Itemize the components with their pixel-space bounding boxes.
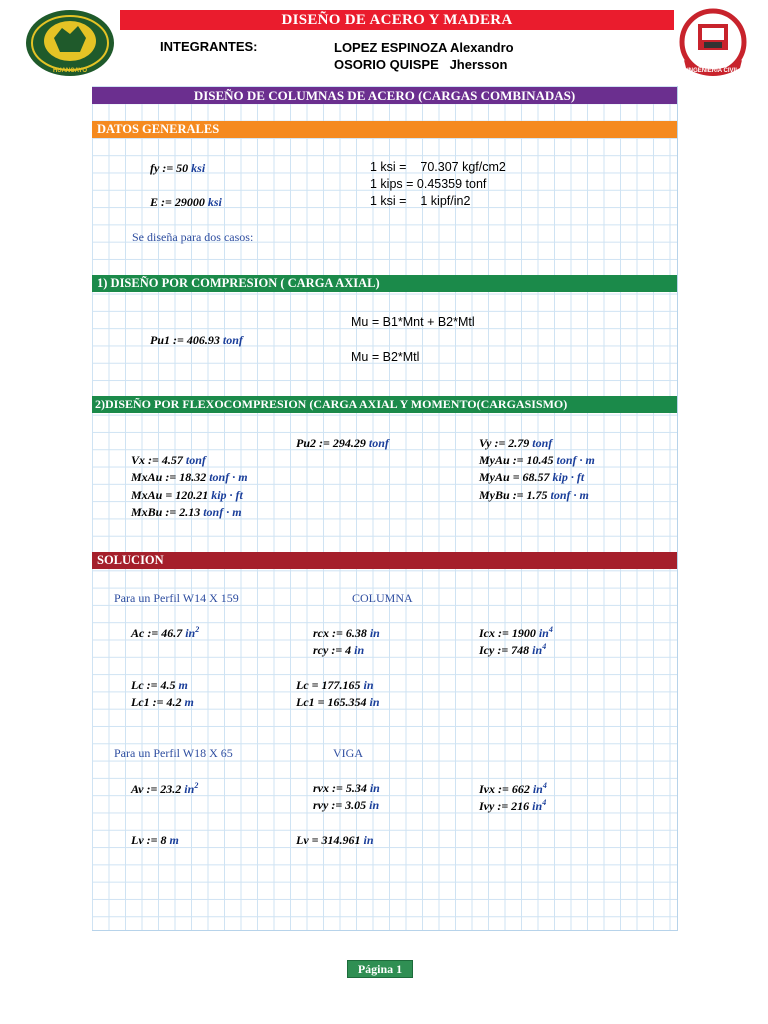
- vx-value: Vx := 4.57 tonf: [131, 453, 206, 467]
- moment-equation-2: Mu = B2*Mtl: [351, 350, 420, 364]
- mxau-kip-value: MxAu = 120.21 kip · ft: [131, 488, 243, 502]
- perfil-columna-type: COLUMNA: [352, 591, 413, 605]
- conversion-3: 1 ksi = 1 kipf/in2: [370, 194, 471, 208]
- ac-value: Ac := 46.7 $in^2$: [131, 625, 200, 640]
- lc-in-value: Lc = 177.165 in: [296, 678, 374, 692]
- conversion-2: 1 kips = 0.45359 tonf: [370, 177, 487, 191]
- document-title: DISEÑO DE ACERO Y MADERA: [120, 10, 674, 30]
- university-logo: [24, 8, 116, 78]
- myau-kip-value: MyAu = 68.57 kip · ft: [479, 470, 585, 484]
- moment-equation-1: Mu = B1*Mnt + B2*Mtl: [351, 315, 475, 329]
- page-number-badge: Página 1: [347, 960, 413, 978]
- lv-m-value: Lv := 8 m: [131, 833, 179, 847]
- mxbu-value: MxBu := 2.13 tonf · m: [131, 505, 242, 519]
- faculty-logo-text: INGENIERIA CIVIL: [687, 68, 739, 74]
- pu2-value: Pu2 := 294.29 tonf: [296, 436, 389, 450]
- university-logo-text: HUANCAYO: [52, 68, 88, 74]
- rvy-value: rvy := 3.05 in: [313, 798, 380, 812]
- fy-value: fy := 50 ksi: [150, 161, 206, 175]
- flexo-heading: 2)DISEÑO POR FLEXOCOMPRESION (CARGA AXIAL Y MOMENTO(CARGASISMO): [92, 396, 677, 413]
- rvx-value: rvx := 5.34 in: [313, 781, 380, 795]
- perfil-viga-type: VIGA: [333, 746, 363, 760]
- compresion-heading: 1) DISEÑO POR COMPRESION ( CARGA AXIAL): [92, 275, 677, 292]
- perfil-viga-label: Para un Perfil W18 X 65: [114, 746, 233, 760]
- rcy-value: rcy := 4 in: [313, 643, 365, 657]
- vy-value: Vy := 2.79 tonf: [479, 436, 553, 450]
- lc-m-value: Lc := 4.5 m: [131, 678, 188, 692]
- member-2: OSORIO QUISPE Jhersson: [334, 57, 508, 72]
- perfil-columna-label: Para un Perfil W14 X 159: [114, 591, 239, 605]
- faculty-logo: [678, 8, 748, 82]
- conversion-1: 1 ksi = 70.307 kgf/cm2: [370, 160, 506, 174]
- member-1: LOPEZ ESPINOZA Alexandro: [334, 40, 514, 55]
- icy-value: Icy := 748 $in^4$: [479, 642, 547, 657]
- design-note: Se diseña para dos casos:: [132, 230, 254, 244]
- lv-in-value: Lv = 314.961 in: [296, 833, 374, 847]
- solucion-heading: SOLUCION: [92, 552, 677, 569]
- integrantes-label: INTEGRANTES:: [160, 39, 258, 54]
- av-value: Av := 23.2 $in^2$: [131, 781, 199, 796]
- lc1-m-value: Lc1 := 4.2 m: [131, 695, 194, 709]
- ivy-value: Ivy := 216 $in^4$: [479, 798, 547, 813]
- mybu-value: MyBu := 1.75 tonf · m: [479, 488, 589, 502]
- pu1-value: Pu1 := 406.93 tonf: [150, 333, 243, 347]
- icx-value: Icx := 1900 $in^4$: [479, 625, 553, 640]
- myau-tonf-value: MyAu := 10.45 tonf · m: [479, 453, 595, 467]
- e-value: E := 29000 ksi: [150, 195, 222, 209]
- datos-heading: DATOS GENERALES: [92, 121, 677, 138]
- mxau-tonf-value: MxAu := 18.32 tonf · m: [131, 470, 248, 484]
- lc1-in-value: Lc1 = 165.354 in: [296, 695, 380, 709]
- ivx-value: Ivx := 662 $in^4$: [479, 781, 547, 796]
- main-section-title: DISEÑO DE COLUMNAS DE ACERO (CARGAS COMBINADAS): [92, 87, 677, 104]
- rcx-value: rcx := 6.38 in: [313, 626, 380, 640]
